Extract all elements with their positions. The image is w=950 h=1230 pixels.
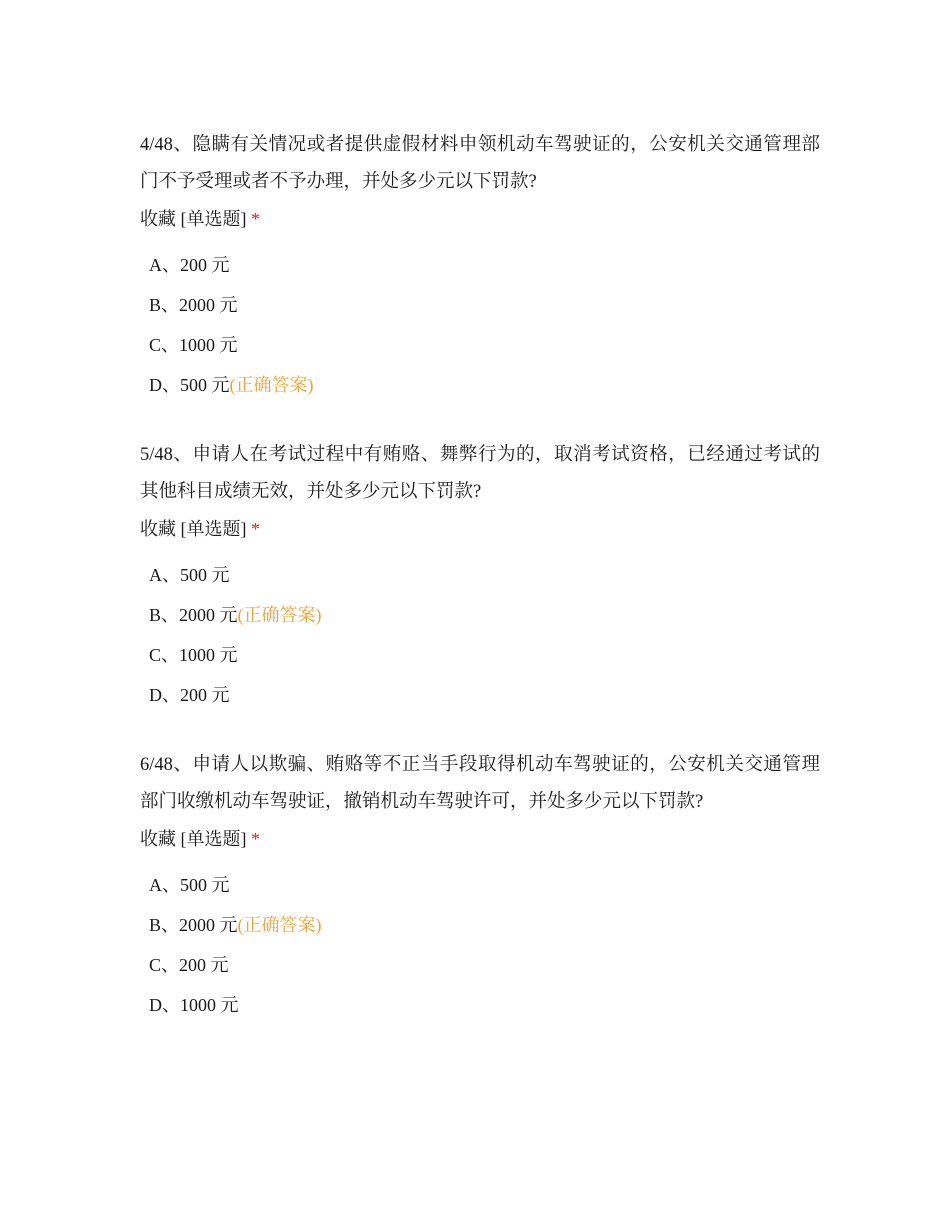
option-a (140, 245, 820, 285)
question-meta (140, 201, 820, 238)
document-page (140, 127, 820, 1057)
question-text: 4/48、隐瞒有关情况或者提供虚假材料申领机动车驾驶证的，公安机关交通管理部门不予受理或者不予办理，并处多少元以下罚款? (140, 135, 820, 192)
question-meta (140, 511, 820, 548)
required-mark: * (251, 519, 260, 539)
question-block (140, 437, 820, 715)
option-label: D、200 元 (149, 685, 230, 705)
question-block (140, 127, 820, 405)
option-label: C、1000 元 (149, 645, 238, 665)
option-a (140, 555, 820, 595)
option-d (140, 365, 820, 405)
option-label: B、2000 元 (149, 295, 238, 315)
option-label: C、1000 元 (149, 335, 238, 355)
option-c (140, 945, 820, 985)
option-b (140, 595, 820, 635)
question-type-label: 收藏 [单选题] (140, 829, 247, 849)
option-a (140, 865, 820, 905)
question-type-label: 收藏 [单选题] (140, 519, 247, 539)
option-label: C、200 元 (149, 955, 229, 975)
option-label: D、1000 元 (149, 995, 239, 1015)
correct-answer-tag: (正确答案) (229, 375, 314, 395)
question-text: 6/48、申请人以欺骗、贿赂等不正当手段取得机动车驾驶证的，公安机关交通管理部门收缴机动车驾驶证，撤销机动车驾驶许可，并处多少元以下罚款? (140, 755, 820, 812)
option-label: B、2000 元 (149, 915, 238, 935)
question-block (140, 747, 820, 1025)
required-mark: * (251, 209, 260, 229)
option-b (140, 905, 820, 945)
correct-answer-tag: (正确答案) (237, 915, 322, 935)
option-label: A、200 元 (149, 255, 230, 275)
question-type-label: 收藏 [单选题] (140, 209, 247, 229)
option-c (140, 635, 820, 675)
question-meta (140, 821, 820, 858)
option-b (140, 285, 820, 325)
correct-answer-tag: (正确答案) (237, 605, 322, 625)
question-text: 5/48、申请人在考试过程中有贿赂、舞弊行为的，取消考试资格，已经通过考试的其他科目成绩无效，并处多少元以下罚款? (140, 445, 820, 502)
option-label: A、500 元 (149, 875, 230, 895)
option-label: D、500 元 (149, 375, 230, 395)
option-label: A、500 元 (149, 565, 230, 585)
option-d (140, 675, 820, 715)
option-c (140, 325, 820, 365)
required-mark: * (251, 829, 260, 849)
option-label: B、2000 元 (149, 605, 238, 625)
option-d (140, 985, 820, 1025)
